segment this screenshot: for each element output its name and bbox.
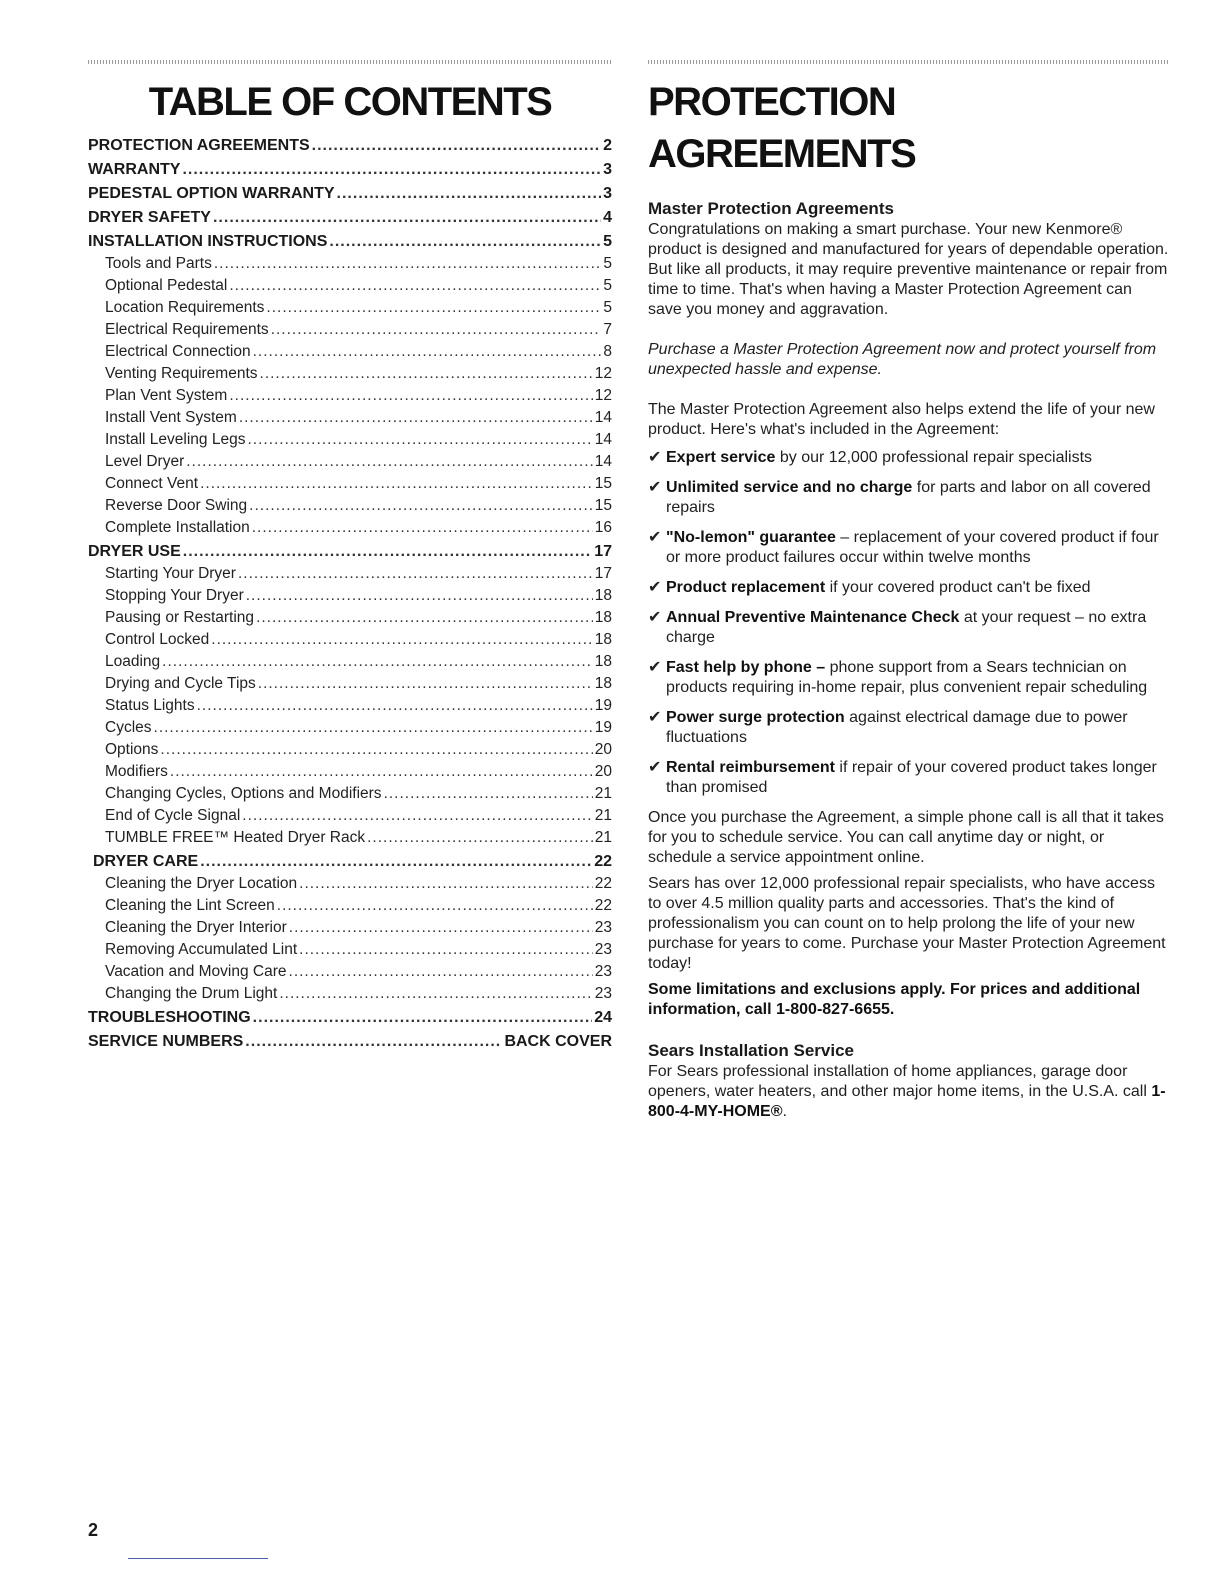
benefit-title: Product replacement [666, 579, 826, 596]
toc-entry-label: Changing Cycles, Options and Modifiers [105, 785, 382, 802]
toc-entry-label: PROTECTION AGREEMENTS [88, 137, 310, 154]
toc-entry [88, 827, 612, 849]
toc-leader-dots [170, 761, 593, 783]
toc-entry-page: 5 [603, 233, 612, 250]
checkmark-icon: ✔ [648, 709, 662, 726]
toc-leader-dots [211, 629, 592, 651]
table-of-contents [88, 76, 612, 1053]
toc-entry-label: Complete Installation [105, 519, 250, 536]
toc-entry-page: 3 [603, 185, 612, 202]
checkmark-icon: ✔ [648, 609, 662, 626]
toc-entry [88, 673, 612, 695]
toc-leader-dots [253, 341, 602, 363]
italic-note: Purchase a Master Protection Agreement now and protect yourself from unexpected hassle and expense. [648, 341, 1157, 378]
toc-entry-page: 5 [603, 255, 612, 272]
toc-entry [88, 451, 612, 473]
toc-entry-label: Tools and Parts [105, 255, 212, 272]
checkmark-icon: ✔ [648, 529, 662, 546]
checkmark-icon: ✔ [648, 659, 662, 676]
toc-entry [88, 983, 612, 1005]
toc-entry [88, 275, 612, 297]
toc-leader-dots [266, 297, 601, 319]
toc-entry [88, 939, 612, 961]
toc-entry-label: Vacation and Moving Care [105, 963, 287, 980]
toc-entry-page: 22 [594, 897, 612, 914]
toc-entry [88, 517, 612, 539]
toc-entry [88, 695, 612, 717]
toc-entry-label: Modifiers [105, 763, 168, 780]
toc-entry-page: 12 [594, 365, 612, 382]
toc-leader-dots [200, 850, 592, 873]
toc-entry-page: 20 [594, 763, 612, 780]
toc-entry [88, 585, 612, 607]
toc-entry [88, 917, 612, 939]
toc-entry [88, 607, 612, 629]
benefit-text: if repair of your covered product takes longer than promised [666, 759, 1157, 796]
toc-entry-label: Drying and Cycle Tips [105, 675, 256, 692]
toc-entry-label: Location Requirements [105, 299, 265, 316]
toc-leader-dots [214, 253, 602, 275]
benefit-item [648, 478, 1170, 518]
purchase-paragraph: Once you purchase the Agreement, a simple phone call is all that it takes for you to schedule service. You can call anytime day or night, or schedule a service appointment online. [648, 809, 1164, 866]
toc-entry [88, 363, 612, 385]
toc-leader-dots [256, 607, 593, 629]
intro-paragraph: Congratulations on making a smart purchase. Your new Kenmore® product is designed and manufactured for years of dependable operation. But like all products, it may require preventive maintenance or repair from time to time. That's when having a Master Protection Agreement can save you money and aggravation. [648, 221, 1169, 318]
benefit-title: Annual Preventive Maintenance Check [666, 609, 960, 626]
toc-entry [88, 230, 612, 253]
toc-entry-label: Connect Vent [105, 475, 199, 492]
toc-leader-dots [252, 517, 593, 539]
toc-leader-dots [277, 895, 593, 917]
toc-leader-dots [258, 673, 593, 695]
toc-list [88, 134, 612, 1053]
toc-entry-label: Stopping Your Dryer [105, 587, 244, 604]
page-number: 2 [88, 1520, 99, 1540]
toc-leader-dots [238, 563, 593, 585]
toc-leader-dots [242, 805, 592, 827]
toc-entry-page: 18 [594, 631, 612, 648]
benefit-item [648, 578, 1170, 598]
toc-leader-dots [384, 783, 593, 805]
toc-leader-dots [200, 473, 593, 495]
install-phone: 1-800-4-MY-HOME® [648, 1083, 1166, 1120]
toc-entry-page: 23 [594, 919, 612, 936]
toc-entry [88, 761, 612, 783]
toc-entry-label: SERVICE NUMBERS [88, 1033, 244, 1050]
toc-entry-page: 4 [603, 209, 612, 226]
benefit-title: Fast help by phone – [666, 659, 826, 676]
toc-entry [88, 158, 612, 181]
toc-entry-label: Electrical Connection [105, 343, 251, 360]
toc-leader-dots [154, 717, 593, 739]
toc-entry-page: 14 [594, 453, 612, 470]
toc-entry-page: 15 [594, 497, 612, 514]
toc-entry-label: Cycles [105, 719, 152, 736]
toc-entry-page: 21 [594, 785, 612, 802]
toc-entry [88, 850, 612, 873]
toc-entry [88, 385, 612, 407]
toc-entry-label: Electrical Requirements [105, 321, 269, 338]
toc-leader-dots [367, 827, 593, 849]
toc-entry-page: 18 [594, 587, 612, 604]
toc-entry-label: DRYER USE [88, 543, 181, 560]
toc-leader-dots [247, 429, 592, 451]
toc-leader-dots [182, 158, 601, 181]
benefit-title: Rental reimbursement [666, 759, 835, 776]
toc-leader-dots [253, 1006, 593, 1029]
toc-entry-label: Pausing or Restarting [105, 609, 255, 626]
toc-entry-label: End of Cycle Signal [105, 807, 241, 824]
toc-entry-label: WARRANTY [88, 161, 181, 178]
toc-entry-page: 23 [594, 985, 612, 1002]
toc-entry [88, 1006, 612, 1029]
toc-entry [88, 429, 612, 451]
benefit-text: against electrical damage due to power fluctuations [666, 709, 1128, 746]
checkmark-icon: ✔ [648, 759, 662, 776]
toc-title: TABLE OF CONTENTS [148, 80, 552, 124]
toc-entry-label: TROUBLESHOOTING [88, 1009, 251, 1026]
limitations-note: Some limitations and exclusions apply. For prices and additional information, call 1-800-827-6655. [648, 981, 1141, 1018]
toc-entry-page: 15 [594, 475, 612, 492]
toc-entry-label: PEDESTAL OPTION WARRANTY [88, 185, 335, 202]
toc-entry [88, 1030, 612, 1053]
benefit-title: Expert service [666, 449, 776, 466]
toc-entry-label: Control Locked [105, 631, 210, 648]
benefit-item [648, 608, 1170, 648]
toc-entry-label: Optional Pedestal [105, 277, 228, 294]
toc-entry-label: Status Lights [105, 697, 195, 714]
toc-entry-label: Install Vent System [105, 409, 237, 426]
toc-entry-page: 21 [594, 807, 612, 824]
toc-entry-label: Cleaning the Dryer Location [105, 875, 298, 892]
benefit-item [648, 708, 1170, 748]
sears-paragraph: Sears has over 12,000 professional repair specialists, who have access to over 4.5 million quality parts and accessories. That's the kind of professionalism you can count on to help prolong the life of your new purchase for years to come. Purchase your Master Protection Agreement today! [648, 875, 1166, 972]
toc-leader-dots [289, 961, 593, 983]
toc-entry [88, 717, 612, 739]
toc-leader-dots [299, 873, 593, 895]
toc-leader-dots [229, 385, 592, 407]
toc-entry-page: 14 [594, 409, 612, 426]
toc-entry [88, 873, 612, 895]
toc-leader-dots [197, 695, 593, 717]
toc-entry-page: 20 [594, 741, 612, 758]
benefits-list [648, 448, 1170, 798]
benefit-text: by our 12,000 professional repair specialists [775, 449, 1093, 466]
top-rule-right [648, 60, 1170, 64]
benefit-title: "No-lemon" guarantee [666, 529, 836, 546]
toc-entry-page: 19 [594, 719, 612, 736]
toc-leader-dots [329, 230, 601, 253]
toc-entry-page: 24 [594, 1009, 612, 1026]
toc-leader-dots [229, 275, 601, 297]
toc-entry [88, 805, 612, 827]
toc-entry-page: 18 [594, 675, 612, 692]
benefit-text: phone support from a Sears technician on products requiring in-home repair, plus convenient repair scheduling [666, 659, 1148, 696]
toc-leader-dots [162, 651, 593, 673]
toc-leader-dots [183, 540, 592, 563]
protection-title: PROTECTION AGREEMENTS [648, 80, 916, 176]
benefit-text: – replacement of your covered product if four or more product failures occur within twelve months [666, 529, 1159, 566]
checkmark-icon: ✔ [648, 479, 662, 496]
toc-entry-label: Starting Your Dryer [105, 565, 236, 582]
toc-entry [88, 319, 612, 341]
toc-entry-page: 16 [594, 519, 612, 536]
toc-entry-label: Options [105, 741, 159, 758]
toc-leader-dots [160, 739, 592, 761]
toc-entry [88, 895, 612, 917]
benefit-item [648, 658, 1170, 698]
toc-entry [88, 651, 612, 673]
toc-entry-page: 17 [594, 543, 612, 560]
toc-leader-dots [239, 407, 593, 429]
benefit-item [648, 448, 1170, 468]
toc-entry-page: 5 [603, 277, 612, 294]
toc-entry [88, 253, 612, 275]
toc-entry-label: DRYER CARE [93, 853, 199, 870]
toc-entry-label: Plan Vent System [105, 387, 228, 404]
toc-entry [88, 783, 612, 805]
toc-entry-page: 3 [603, 161, 612, 178]
benefit-title: Power surge protection [666, 709, 845, 726]
toc-entry [88, 407, 612, 429]
master-protection-heading: Master Protection Agreements [648, 199, 894, 218]
toc-entry-page: 23 [594, 941, 612, 958]
benefits-intro: The Master Protection Agreement also helps extend the life of your new product. Here's what's included in the Agreement: [648, 401, 1155, 438]
toc-entry [88, 961, 612, 983]
toc-entry [88, 629, 612, 651]
toc-entry-label: Changing the Drum Light [105, 985, 278, 1002]
toc-entry-page: 14 [594, 431, 612, 448]
toc-entry-page: 19 [594, 697, 612, 714]
toc-entry-label: Level Dryer [105, 453, 185, 470]
toc-entry [88, 182, 612, 205]
toc-entry-page: 22 [594, 875, 612, 892]
toc-leader-dots [279, 983, 592, 1005]
toc-entry-page: 22 [594, 853, 612, 870]
toc-leader-dots [246, 585, 593, 607]
top-rule-left [88, 60, 612, 64]
toc-entry-label: Install Leveling Legs [105, 431, 246, 448]
toc-leader-dots [299, 939, 593, 961]
toc-entry-page: 17 [594, 565, 612, 582]
toc-entry-page: 8 [603, 343, 612, 360]
toc-entry-label: TUMBLE FREE™ Heated Dryer Rack [105, 829, 366, 846]
toc-entry [88, 540, 612, 563]
toc-entry [88, 563, 612, 585]
toc-entry-page: 18 [594, 653, 612, 670]
toc-leader-dots [213, 206, 601, 229]
toc-entry-label: Reverse Door Swing [105, 497, 248, 514]
toc-leader-dots [312, 134, 601, 157]
benefit-title: Unlimited service and no charge [666, 479, 913, 496]
protection-agreements [648, 76, 1170, 1122]
toc-leader-dots [260, 363, 593, 385]
toc-entry [88, 473, 612, 495]
toc-entry [88, 206, 612, 229]
installation-paragraph: For Sears professional installation of home appliances, garage door openers, water heaters, and other major home items, in the U.S.A. call 1-800-4-MY-HOME®. [648, 1063, 1166, 1120]
toc-entry-label: Loading [105, 653, 161, 670]
toc-entry-label: Removing Accumulated Lint [105, 941, 298, 958]
toc-entry-label: Venting Requirements [105, 365, 258, 382]
toc-entry-page: 18 [594, 609, 612, 626]
toc-entry [88, 134, 612, 157]
benefit-item [648, 758, 1170, 798]
toc-leader-dots [186, 451, 593, 473]
toc-leader-dots [249, 495, 593, 517]
checkmark-icon: ✔ [648, 579, 662, 596]
toc-leader-dots [271, 319, 602, 341]
installation-service-heading: Sears Installation Service [648, 1041, 854, 1060]
toc-entry-page: 7 [603, 321, 612, 338]
benefit-item [648, 528, 1170, 568]
toc-entry-label: DRYER SAFETY [88, 209, 211, 226]
toc-entry-label: Cleaning the Dryer Interior [105, 919, 287, 936]
toc-entry-page: 5 [603, 299, 612, 316]
toc-entry [88, 495, 612, 517]
toc-entry-page: 12 [594, 387, 612, 404]
toc-entry-page: 23 [594, 963, 612, 980]
toc-entry-page: BACK COVER [504, 1033, 612, 1050]
toc-entry-page: 21 [594, 829, 612, 846]
benefit-text: at your request – no extra charge [666, 609, 1147, 646]
checkmark-icon: ✔ [648, 449, 662, 466]
toc-entry-label: INSTALLATION INSTRUCTIONS [88, 233, 328, 250]
benefit-text: if your covered product can't be fixed [825, 579, 1091, 596]
toc-entry [88, 297, 612, 319]
toc-leader-dots [289, 917, 593, 939]
toc-entry [88, 739, 612, 761]
toc-entry-page: 2 [603, 137, 612, 154]
toc-entry [88, 341, 612, 363]
toc-leader-dots [337, 182, 602, 205]
benefit-text: for parts and labor on all covered repairs [666, 479, 1151, 516]
footer-line [128, 1558, 268, 1559]
toc-entry-label: Cleaning the Lint Screen [105, 897, 275, 914]
toc-leader-dots [245, 1030, 502, 1053]
